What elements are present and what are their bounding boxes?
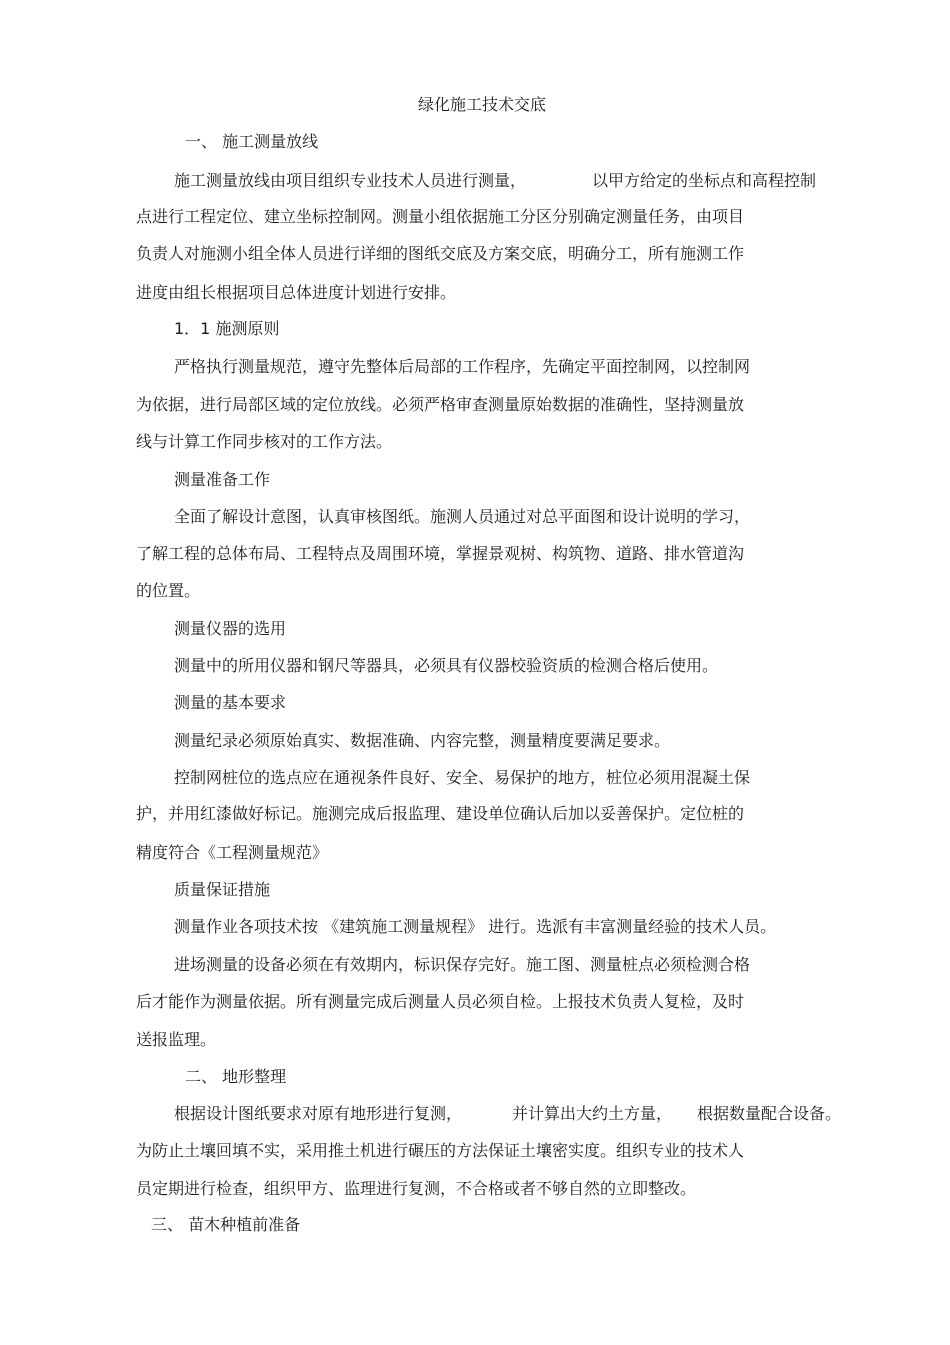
document-title: 绿化施工技术交底 xyxy=(418,95,547,114)
paragraph-line: 根据设计图纸要求对原有地形进行复测， xyxy=(174,1104,463,1123)
paragraph-line: 测量纪录必须原始真实、数据准确、内容完整，测量精度要满足要求。 xyxy=(174,731,671,750)
paragraph-line: 员定期进行检查，组织甲方、监理进行复测，不合格或者不够自然的立即整改。 xyxy=(136,1179,697,1198)
paragraph-line: 控制网桩位的选点应在通视条件良好、安全、易保护的地方，桩位必须用混凝土保 xyxy=(174,768,751,787)
paragraph-line: 施工测量放线由项目组织专业技术人员进行测量， xyxy=(174,171,527,190)
subsection-heading: 质量保证措施 xyxy=(174,880,271,899)
paragraph-line: 进度由组长根据项目总体进度计划进行安排。 xyxy=(136,283,457,302)
paragraph-line: 精度符合《工程测量规范》 xyxy=(136,843,329,862)
paragraph-line: 了解工程的总体布局、工程特点及周围环境，掌握景观树、构筑物、道路、排水管道沟 xyxy=(136,544,745,563)
paragraph-line: 测量作业各项技术按 《建筑施工测量规程》 进行。选派有丰富测量经验的技术人员。 xyxy=(174,917,777,936)
paragraph-line: 测量中的所用仪器和钢尺等器具，必须具有仪器校验资质的检测合格后使用。 xyxy=(174,656,719,675)
paragraph-line: 全面了解设计意图，认真审核图纸。施测人员通过对总平面图和设计说明的学习， xyxy=(174,507,751,526)
section-heading: 二、 地形整理 xyxy=(185,1067,287,1086)
subsection-heading: 测量仪器的选用 xyxy=(174,619,287,638)
section-heading: 一、 施工测量放线 xyxy=(185,132,319,151)
paragraph-line: 以甲方给定的坐标点和高程控制 xyxy=(592,171,817,190)
paragraph-line: 根据数量配合设备。 xyxy=(697,1104,842,1123)
section-heading: 三、 苗木种植前准备 xyxy=(151,1215,301,1234)
paragraph-line: 负责人对施测小组全体人员进行详细的图纸交底及方案交底，明确分工，所有施测工作 xyxy=(136,244,745,263)
paragraph-line: 并计算出大约土方量， xyxy=(512,1104,673,1123)
subsection-heading: 测量的基本要求 xyxy=(174,693,287,712)
paragraph-line: 严格执行测量规范，遵守先整体后局部的工作程序，先确定平面控制网，以控制网 xyxy=(174,357,751,376)
paragraph-line: 点进行工程定位、建立坐标控制网。测量小组依据施工分区分别确定测量任务，由项目 xyxy=(136,207,745,226)
paragraph-line: 进场测量的设备必须在有效期内，标识保存完好。施工图、测量桩点必须检测合格 xyxy=(174,955,751,974)
paragraph-line: 送报监理。 xyxy=(136,1030,217,1049)
subsection-heading: 测量准备工作 xyxy=(174,470,271,489)
paragraph-line: 线与计算工作同步核对的工作方法。 xyxy=(136,432,393,451)
paragraph-line: 后才能作为测量依据。所有测量完成后测量人员必须自检。上报技术负责人复检，及时 xyxy=(136,992,745,1011)
paragraph-line: 护，并用红漆做好标记。施测完成后报监理、建设单位确认后加以妥善保护。定位桩的 xyxy=(136,804,745,823)
paragraph-line: 的位置。 xyxy=(136,581,201,600)
paragraph-line: 为依据，进行局部区域的定位放线。必须严格审查测量原始数据的准确性，坚持测量放 xyxy=(136,395,745,414)
subsection-heading: 1．1 施测原则 xyxy=(174,319,280,338)
paragraph-line: 为防止土壤回填不实，采用推土机进行碾压的方法保证土壤密实度。组织专业的技术人 xyxy=(136,1141,745,1160)
